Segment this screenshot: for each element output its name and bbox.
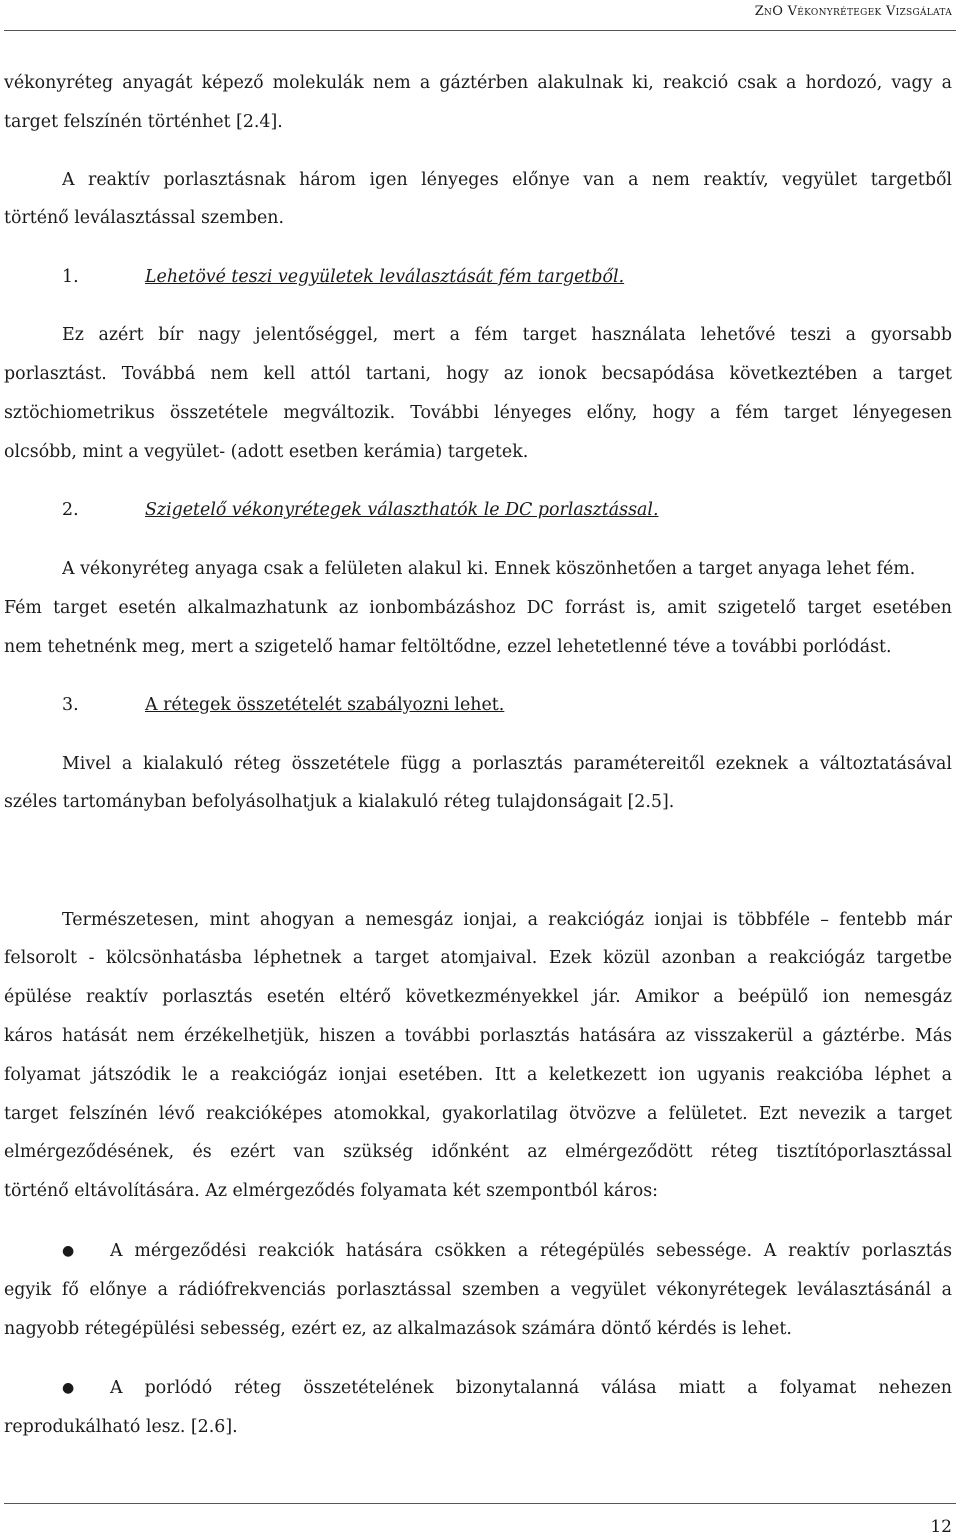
p6-line-4: káros hatását nem érzékelhetjük, hiszen a további porlasztás hatására az visszakerül a gáztérbe. Más [4, 1026, 952, 1046]
p6-line-5: folyamat játszódik le a reakciógáz ionjai esetében. Itt a keletkezett ion ugyanis reakcióba léphet a [4, 1065, 952, 1085]
footer-rule [4, 1503, 956, 1504]
bullet-1-line-2: egyik fő előnye a rádiófrekvenciás porlasztással szemben a vegyület vékonyrétegek leválasztásánál a [4, 1280, 952, 1300]
item-2-number: 2. [62, 500, 79, 520]
bullet-2-line-2: reprodukálható lesz. [2.6]. [4, 1417, 238, 1437]
bullet-2-line-1: A porlódó réteg összetételének bizonytalanná válása miatt a folyamat nehezen [110, 1378, 952, 1398]
p5-line-2: széles tartományban befolyásolhatjuk a kialakuló réteg tulajdonságait [2.5]. [4, 792, 675, 812]
p1-line-2: target felszínén történhet [2.4]. [4, 112, 283, 132]
running-header: ZnO Vékonyrétegek Vizsgálata [754, 4, 952, 19]
page-number: 12 [930, 1517, 952, 1537]
bullet-1-line-3: nagyobb rétegépülési sebesség, ezért ez, az alkalmazások számára döntő kérdés is lehet. [4, 1319, 792, 1339]
p6-line-8: történő eltávolítására. Az elmérgeződés folyamata két szempontból káros: [4, 1181, 658, 1201]
header-rule [4, 30, 956, 31]
p6-line-6: target felszínén lévő reakcióképes atomokkal, gyakorlatilag ötvözve a felületet. Ezt nevezik a target [4, 1104, 952, 1124]
p2-line-2: történő leválasztással szemben. [4, 208, 284, 228]
p3-line-1: Ez azért bír nagy jelentőséggel, mert a fém target használata lehetővé teszi a gyorsabb [62, 325, 952, 345]
p3-line-3: sztöchiometrikus összetétele megváltozik. További lényeges előny, hogy a fém target lényegesen [4, 403, 952, 423]
p6-line-2: felsorolt - kölcsönhatásba léphetnek a target atomjaival. Ezek közül azonban a reakciógáz targetbe [4, 948, 952, 968]
bullet-1-marker: ● [62, 1243, 75, 1259]
p6-line-3: épülése reaktív porlasztás esetén eltérő következményekkel jár. Amikor a beépülő ion nemesgáz [4, 987, 952, 1007]
p6-line-7: elmérgeződésének, és ezért van szükség időnként az elmérgeződött réteg tisztítóporlasztással [4, 1142, 952, 1162]
bullet-1-line-1: A mérgeződési reakciók hatására csökken a rétegépülés sebessége. A reaktív porlasztás [110, 1241, 952, 1261]
p2-line-1: A reaktív porlasztásnak három igen lényeges előnye van a nem reaktív, vegyület targetből [62, 170, 952, 190]
item-3-number: 3. [62, 695, 79, 715]
item-2-title: Szigetelő vékonyrétegek választhatók le DC porlasztással. [145, 500, 659, 520]
p4-line-2: Fém target esetén alkalmazhatunk az ionbombázáshoz DC forrást is, amit szigetelő target esetében [4, 598, 952, 618]
p6-line-1: Természetesen, mint ahogyan a nemesgáz ionjai, a reakciógáz ionjai is többféle – fentebb már [62, 910, 952, 930]
item-1-number: 1. [62, 267, 79, 287]
bullet-2-marker: ● [62, 1380, 75, 1396]
p4-line-3: nem tehetnénk meg, mert a szigetelő hamar feltöltődne, ezzel lehetetlenné téve a további porlódást. [4, 637, 892, 657]
item-1-title: Lehetövé teszi vegyületek leválasztását fém targetből. [145, 267, 625, 287]
p3-line-4: olcsóbb, mint a vegyület- (adott esetben kerámia) targetek. [4, 442, 529, 462]
p5-line-1: Mivel a kialakuló réteg összetétele függ a porlasztás paramétereitől ezeknek a változtatásával [62, 754, 952, 774]
p4-line-1: A vékonyréteg anyaga csak a felületen alakul ki. Ennek köszönhetően a target anyaga lehet fém. [62, 559, 916, 579]
p1-line-1: vékonyréteg anyagát képező molekulák nem a gáztérben alakulnak ki, reakció csak a hordozó, vagy a [4, 73, 952, 93]
p3-line-2: porlasztást. Továbbá nem kell attól tartani, hogy az ionok becsapódása következtében a target [4, 364, 952, 384]
item-3-title: A rétegek összetételét szabályozni lehet. [145, 695, 505, 715]
